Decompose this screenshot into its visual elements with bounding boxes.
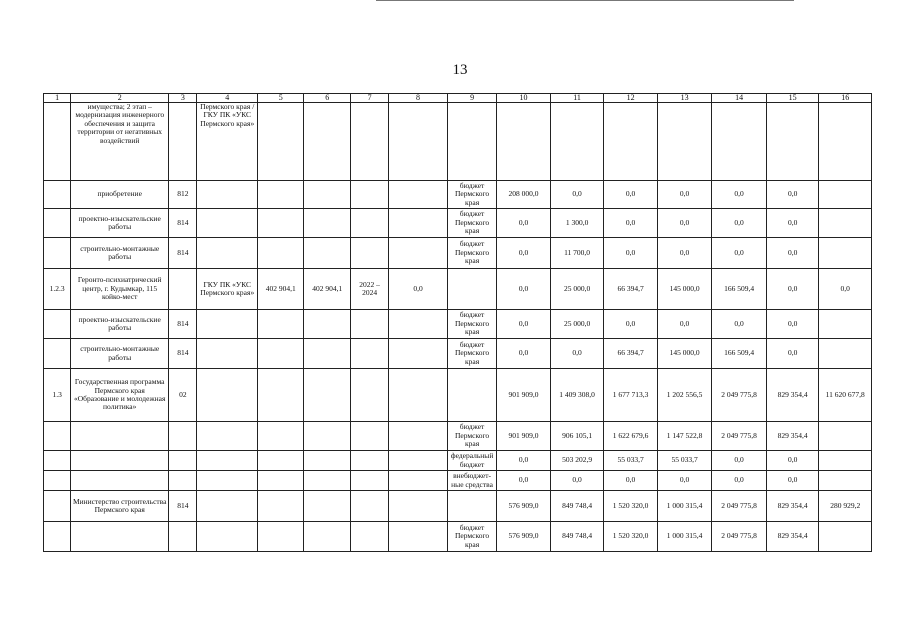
table-cell-col-6 bbox=[304, 369, 350, 422]
table-cell-col-13: 0,0 bbox=[657, 238, 712, 269]
top-rule bbox=[376, 0, 794, 1]
table-row bbox=[44, 422, 872, 451]
column-number: 14 bbox=[712, 94, 767, 103]
table-cell-col-4 bbox=[197, 181, 258, 209]
table-cell-col-11: 0,0 bbox=[550, 471, 604, 491]
table-cell-col-1: 1.3 bbox=[44, 369, 71, 422]
table-row bbox=[44, 471, 872, 491]
table-cell-col-14: 0,0 bbox=[712, 471, 767, 491]
table-row bbox=[44, 522, 872, 552]
header-row bbox=[44, 94, 872, 103]
table-cell-col-3 bbox=[169, 471, 197, 491]
table-cell-col-3: 814 bbox=[169, 238, 197, 269]
table-cell-col-11: 849 748,4 bbox=[550, 491, 604, 522]
table-row bbox=[44, 103, 872, 181]
table-cell-col-15: 0,0 bbox=[766, 209, 819, 238]
table-cell-col-11: 1 300,0 bbox=[550, 209, 604, 238]
column-number: 3 bbox=[169, 94, 197, 103]
table-cell-col-16: 0,0 bbox=[819, 269, 872, 310]
table-cell-col-12: 66 394,7 bbox=[604, 269, 658, 310]
table-cell-col-11: 849 748,4 bbox=[550, 522, 604, 552]
table-row bbox=[44, 339, 872, 369]
table-cell-col-12: 1 677 713,3 bbox=[604, 369, 658, 422]
table-cell-col-5 bbox=[258, 339, 304, 369]
table-cell-col-7 bbox=[350, 103, 388, 181]
table-cell-col-2 bbox=[71, 451, 169, 471]
table-cell-col-3: 814 bbox=[169, 310, 197, 339]
table-cell-col-11: 503 202,9 bbox=[550, 451, 604, 471]
table-cell-col-4 bbox=[197, 491, 258, 522]
table-cell-col-5 bbox=[258, 369, 304, 422]
table-cell-col-7 bbox=[350, 522, 388, 552]
table-cell-col-8 bbox=[389, 451, 448, 471]
table-cell-col-10: 0,0 bbox=[497, 339, 551, 369]
table-cell-col-5 bbox=[258, 451, 304, 471]
table-cell-col-5 bbox=[258, 310, 304, 339]
table-cell-col-11: 11 700,0 bbox=[550, 238, 604, 269]
table-cell-col-9: бюджет Пермского края bbox=[447, 422, 496, 451]
column-number: 16 bbox=[819, 94, 872, 103]
table-cell-col-7 bbox=[350, 181, 388, 209]
table-cell-col-4 bbox=[197, 471, 258, 491]
table-cell-col-10: 0,0 bbox=[497, 209, 551, 238]
table-cell-col-15: 829 354,4 bbox=[766, 491, 819, 522]
table-cell-col-15: 0,0 bbox=[766, 181, 819, 209]
table-cell-col-9 bbox=[447, 491, 496, 522]
table-cell-col-5 bbox=[258, 522, 304, 552]
table-cell-col-4 bbox=[197, 522, 258, 552]
table-cell-col-6 bbox=[304, 103, 350, 181]
table-cell-col-9: федеральный бюджет bbox=[447, 451, 496, 471]
table-cell-col-3 bbox=[169, 269, 197, 310]
table-cell-col-11: 906 105,1 bbox=[550, 422, 604, 451]
table-cell-col-12: 0,0 bbox=[604, 310, 658, 339]
table-cell-col-5 bbox=[258, 491, 304, 522]
table-cell-col-1 bbox=[44, 422, 71, 451]
table-cell-col-9 bbox=[447, 269, 496, 310]
table-cell-col-16 bbox=[819, 310, 872, 339]
table-cell-col-15: 0,0 bbox=[766, 471, 819, 491]
table-cell-col-16 bbox=[819, 339, 872, 369]
table-cell-col-11: 25 000,0 bbox=[550, 310, 604, 339]
table-cell-col-15: 0,0 bbox=[766, 238, 819, 269]
table-cell-col-12: 55 033,7 bbox=[604, 451, 658, 471]
column-number: 12 bbox=[604, 94, 658, 103]
table-cell-col-1 bbox=[44, 238, 71, 269]
column-number: 6 bbox=[304, 94, 350, 103]
table-cell-col-7 bbox=[350, 369, 388, 422]
table-cell-col-16 bbox=[819, 451, 872, 471]
table-cell-col-13: 0,0 bbox=[657, 209, 712, 238]
table-cell-col-10: 576 909,0 bbox=[497, 491, 551, 522]
table-cell-col-15: 0,0 bbox=[766, 339, 819, 369]
table-cell-col-3 bbox=[169, 103, 197, 181]
table-cell-col-4 bbox=[197, 310, 258, 339]
table-row bbox=[44, 181, 872, 209]
table-cell-col-2 bbox=[71, 471, 169, 491]
table-cell-col-12: 0,0 bbox=[604, 181, 658, 209]
table-cell-col-5 bbox=[258, 181, 304, 209]
table-cell-col-1: 1.2.3 bbox=[44, 269, 71, 310]
table-cell-col-10: 0,0 bbox=[497, 310, 551, 339]
table-cell-col-12: 0,0 bbox=[604, 209, 658, 238]
table-cell-col-8: 0,0 bbox=[389, 269, 448, 310]
table-cell-col-15: 829 354,4 bbox=[766, 522, 819, 552]
table-cell-col-3 bbox=[169, 451, 197, 471]
table-cell-col-10: 208 000,0 bbox=[497, 181, 551, 209]
table-cell-col-5: 402 904,1 bbox=[258, 269, 304, 310]
table-cell-col-6 bbox=[304, 238, 350, 269]
table-cell-col-16 bbox=[819, 181, 872, 209]
table-cell-col-14: 0,0 bbox=[712, 451, 767, 471]
table-cell-col-7 bbox=[350, 238, 388, 269]
table-cell-col-13: 55 033,7 bbox=[657, 451, 712, 471]
table-cell-col-11 bbox=[550, 103, 604, 181]
table-cell-col-10: 0,0 bbox=[497, 238, 551, 269]
table-cell-col-4: ГКУ ПК «УКС Пермского края» bbox=[197, 269, 258, 310]
table-cell-col-10: 0,0 bbox=[497, 451, 551, 471]
table-cell-col-13: 145 000,0 bbox=[657, 339, 712, 369]
table-cell-col-15: 0,0 bbox=[766, 269, 819, 310]
table-cell-col-7 bbox=[350, 310, 388, 339]
table-cell-col-14: 0,0 bbox=[712, 310, 767, 339]
table-cell-col-2: проектно-изыскательские работы bbox=[71, 209, 169, 238]
table-cell-col-5 bbox=[258, 422, 304, 451]
table-cell-col-1 bbox=[44, 339, 71, 369]
table-cell-col-8 bbox=[389, 103, 448, 181]
table-row bbox=[44, 269, 872, 310]
table-cell-col-6 bbox=[304, 339, 350, 369]
table-cell-col-4 bbox=[197, 369, 258, 422]
table-cell-col-6 bbox=[304, 471, 350, 491]
table-cell-col-14: 2 049 775,8 bbox=[712, 422, 767, 451]
table-cell-col-2: приобретение bbox=[71, 181, 169, 209]
table-cell-col-6 bbox=[304, 422, 350, 451]
table-cell-col-2: строительно-монтажные работы bbox=[71, 339, 169, 369]
table-cell-col-13: 0,0 bbox=[657, 310, 712, 339]
table-cell-col-8 bbox=[389, 369, 448, 422]
table-cell-col-2: строительно-монтажные работы bbox=[71, 238, 169, 269]
page-number: 13 bbox=[452, 62, 468, 78]
table-cell-col-1 bbox=[44, 209, 71, 238]
table-cell-col-2: имущества; 2 этап – модернизация инженерного обеспечения и защита территории от негативных воздействий bbox=[71, 103, 169, 181]
table-cell-col-7 bbox=[350, 491, 388, 522]
table-cell-col-7 bbox=[350, 339, 388, 369]
table-cell-col-14: 0,0 bbox=[712, 238, 767, 269]
column-number: 1 bbox=[44, 94, 71, 103]
table-cell-col-14: 2 049 775,8 bbox=[712, 522, 767, 552]
table-cell-col-9: бюджет Пермского края bbox=[447, 522, 496, 552]
column-number: 10 bbox=[497, 94, 551, 103]
table-cell-col-16 bbox=[819, 522, 872, 552]
table-cell-col-3: 814 bbox=[169, 339, 197, 369]
table-cell-col-6 bbox=[304, 491, 350, 522]
table-cell-col-6: 402 904,1 bbox=[304, 269, 350, 310]
table-cell-col-14: 2 049 775,8 bbox=[712, 491, 767, 522]
table-cell-col-9 bbox=[447, 369, 496, 422]
table-cell-col-14: 166 509,4 bbox=[712, 339, 767, 369]
table-cell-col-14: 166 509,4 bbox=[712, 269, 767, 310]
table-cell-col-15: 829 354,4 bbox=[766, 369, 819, 422]
table-cell-col-16: 280 929,2 bbox=[819, 491, 872, 522]
table-cell-col-1 bbox=[44, 522, 71, 552]
table-cell-col-6 bbox=[304, 310, 350, 339]
table-cell-col-3 bbox=[169, 422, 197, 451]
column-number: 9 bbox=[447, 94, 496, 103]
table-cell-col-10 bbox=[497, 103, 551, 181]
table-cell-col-6 bbox=[304, 522, 350, 552]
column-number: 15 bbox=[766, 94, 819, 103]
table-cell-col-13: 1 202 556,5 bbox=[657, 369, 712, 422]
table-cell-col-4 bbox=[197, 238, 258, 269]
program-table bbox=[43, 93, 872, 552]
table-cell-col-12: 0,0 bbox=[604, 238, 658, 269]
column-number: 7 bbox=[350, 94, 388, 103]
table-cell-col-5 bbox=[258, 471, 304, 491]
table-cell-col-5 bbox=[258, 103, 304, 181]
table-cell-col-10: 901 909,0 bbox=[497, 422, 551, 451]
table-cell-col-15: 0,0 bbox=[766, 310, 819, 339]
table-cell-col-11: 0,0 bbox=[550, 181, 604, 209]
table-cell-col-15 bbox=[766, 103, 819, 181]
table-cell-col-9: бюджет Пермского края bbox=[447, 209, 496, 238]
table-cell-col-7 bbox=[350, 422, 388, 451]
table-cell-col-8 bbox=[389, 339, 448, 369]
table-row bbox=[44, 451, 872, 471]
table-cell-col-7 bbox=[350, 451, 388, 471]
table-cell-col-12: 0,0 bbox=[604, 471, 658, 491]
table-cell-col-16 bbox=[819, 209, 872, 238]
table-cell-col-2: Министерство строительства Пермского края bbox=[71, 491, 169, 522]
table-cell-col-13: 145 000,0 bbox=[657, 269, 712, 310]
table-cell-col-8 bbox=[389, 209, 448, 238]
table-cell-col-4 bbox=[197, 451, 258, 471]
table-cell-col-2 bbox=[71, 522, 169, 552]
table-cell-col-4 bbox=[197, 209, 258, 238]
table-cell-col-8 bbox=[389, 491, 448, 522]
column-number: 11 bbox=[550, 94, 604, 103]
table-cell-col-12: 1 622 679,6 bbox=[604, 422, 658, 451]
column-number: 8 bbox=[389, 94, 448, 103]
table-cell-col-14: 0,0 bbox=[712, 209, 767, 238]
table-cell-col-3: 812 bbox=[169, 181, 197, 209]
table-cell-col-9: бюджет Пермского края bbox=[447, 310, 496, 339]
table-cell-col-14: 0,0 bbox=[712, 181, 767, 209]
table-row bbox=[44, 209, 872, 238]
table-cell-col-13: 0,0 bbox=[657, 181, 712, 209]
table-cell-col-9: внебюджет-ные средства bbox=[447, 471, 496, 491]
table-cell-col-1 bbox=[44, 451, 71, 471]
column-number: 13 bbox=[657, 94, 712, 103]
table-cell-col-10: 901 909,0 bbox=[497, 369, 551, 422]
table-cell-col-5 bbox=[258, 209, 304, 238]
table-cell-col-16 bbox=[819, 471, 872, 491]
table-cell-col-3: 814 bbox=[169, 209, 197, 238]
table-cell-col-13: 1 000 315,4 bbox=[657, 522, 712, 552]
table-cell-col-9: бюджет Пермского края bbox=[447, 181, 496, 209]
table-cell-col-9: бюджет Пермского края bbox=[447, 238, 496, 269]
table-cell-col-7 bbox=[350, 209, 388, 238]
table-cell-col-3 bbox=[169, 522, 197, 552]
table-cell-col-14 bbox=[712, 103, 767, 181]
table-cell-col-15: 0,0 bbox=[766, 451, 819, 471]
table-cell-col-11: 0,0 bbox=[550, 339, 604, 369]
table-row bbox=[44, 310, 872, 339]
table-cell-col-1 bbox=[44, 491, 71, 522]
table-cell-col-7: 2022 – 2024 bbox=[350, 269, 388, 310]
table-cell-col-2 bbox=[71, 422, 169, 451]
table-row bbox=[44, 369, 872, 422]
table-cell-col-12: 1 520 320,0 bbox=[604, 491, 658, 522]
table-cell-col-8 bbox=[389, 522, 448, 552]
table-cell-col-13: 1 147 522,8 bbox=[657, 422, 712, 451]
table-cell-col-10: 0,0 bbox=[497, 471, 551, 491]
table-cell-col-2: Геронто-психиатрический центр, г. Кудымкар, 115 койко-мест bbox=[71, 269, 169, 310]
table-row bbox=[44, 238, 872, 269]
table-cell-col-4 bbox=[197, 339, 258, 369]
table-cell-col-1 bbox=[44, 471, 71, 491]
table-cell-col-10: 0,0 bbox=[497, 269, 551, 310]
table-cell-col-13: 0,0 bbox=[657, 471, 712, 491]
table-cell-col-16: 11 620 677,8 bbox=[819, 369, 872, 422]
table-cell-col-3: 02 bbox=[169, 369, 197, 422]
table-cell-col-1 bbox=[44, 181, 71, 209]
table-cell-col-3: 814 bbox=[169, 491, 197, 522]
table-cell-col-2: Государственная программа Пермского края «Образование и молодежная политика» bbox=[71, 369, 169, 422]
table-cell-col-9 bbox=[447, 103, 496, 181]
table-cell-col-6 bbox=[304, 451, 350, 471]
table-cell-col-4 bbox=[197, 422, 258, 451]
table-cell-col-8 bbox=[389, 471, 448, 491]
table-cell-col-1 bbox=[44, 103, 71, 181]
table-cell-col-16 bbox=[819, 422, 872, 451]
table-cell-col-9: бюджет Пермского края bbox=[447, 339, 496, 369]
table-cell-col-12 bbox=[604, 103, 658, 181]
table-cell-col-8 bbox=[389, 422, 448, 451]
table-cell-col-6 bbox=[304, 209, 350, 238]
table-cell-col-12: 1 520 320,0 bbox=[604, 522, 658, 552]
table-cell-col-15: 829 354,4 bbox=[766, 422, 819, 451]
table-cell-col-8 bbox=[389, 310, 448, 339]
table-cell-col-1 bbox=[44, 310, 71, 339]
table-cell-col-10: 576 909,0 bbox=[497, 522, 551, 552]
table-cell-col-5 bbox=[258, 238, 304, 269]
table-cell-col-6 bbox=[304, 181, 350, 209]
table-cell-col-16 bbox=[819, 238, 872, 269]
column-number: 2 bbox=[71, 94, 169, 103]
table-cell-col-4: Пермского края / ГКУ ПК «УКС Пермского края» bbox=[197, 103, 258, 181]
column-number: 4 bbox=[197, 94, 258, 103]
table-cell-col-11: 25 000,0 bbox=[550, 269, 604, 310]
table-cell-col-14: 2 049 775,8 bbox=[712, 369, 767, 422]
table-cell-col-13: 1 000 315,4 bbox=[657, 491, 712, 522]
table-cell-col-13 bbox=[657, 103, 712, 181]
table-cell-col-8 bbox=[389, 181, 448, 209]
column-number: 5 bbox=[258, 94, 304, 103]
table-cell-col-16 bbox=[819, 103, 872, 181]
table-row bbox=[44, 491, 872, 522]
table-cell-col-11: 1 409 308,0 bbox=[550, 369, 604, 422]
table-cell-col-12: 66 394,7 bbox=[604, 339, 658, 369]
table-cell-col-2: проектно-изыскательские работы bbox=[71, 310, 169, 339]
table-cell-col-7 bbox=[350, 471, 388, 491]
table-cell-col-8 bbox=[389, 238, 448, 269]
